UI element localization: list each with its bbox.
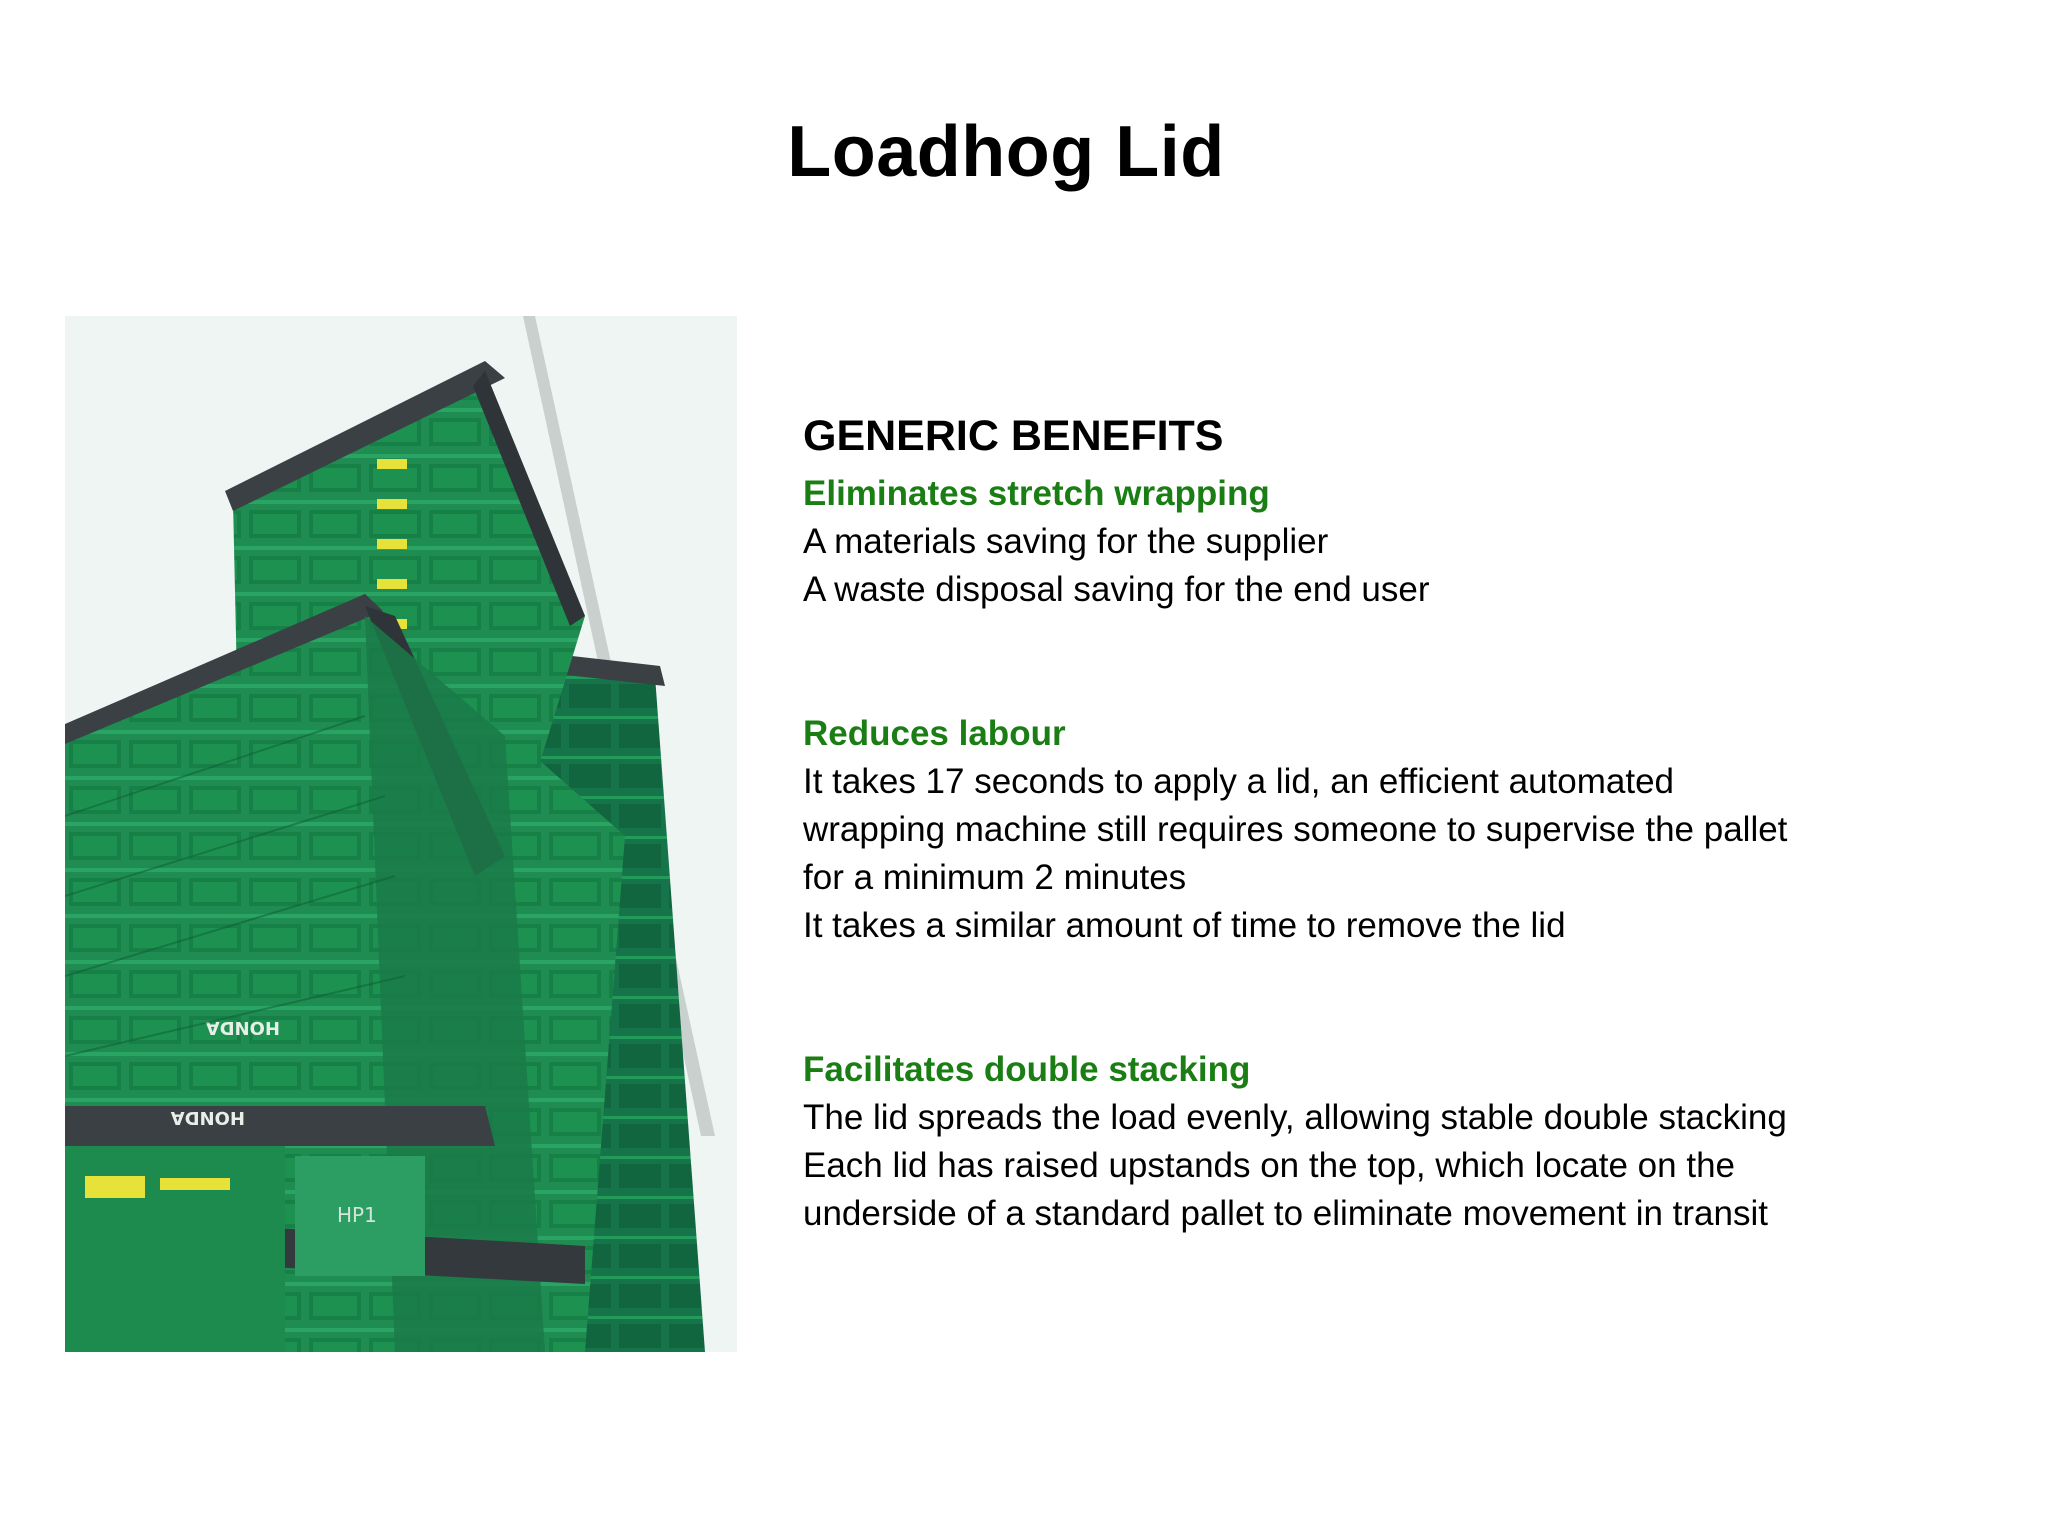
crates-photo bbox=[65, 316, 737, 1352]
slide-title: Loadhog Lid bbox=[787, 112, 1225, 192]
benefit-line: underside of a standard pallet to eliminate movement in transit bbox=[803, 1194, 1768, 1233]
benefit-line: A materials saving for the supplier bbox=[803, 522, 1329, 561]
benefit-eliminates-wrapping bbox=[803, 470, 1923, 614]
crate-marking-hp1: HP1 bbox=[337, 1203, 377, 1227]
benefit-line: Each lid has raised upstands on the top, which locate on the bbox=[803, 1146, 1735, 1185]
benefit-line: It takes 17 seconds to apply a lid, an efficient automated bbox=[803, 762, 1675, 801]
crate-marking-honda-2: HONDA bbox=[170, 1107, 245, 1128]
benefits-heading: GENERIC BENEFITS bbox=[803, 412, 1224, 460]
benefit-double-stacking bbox=[803, 1046, 1923, 1238]
benefit-title: Facilitates double stacking bbox=[803, 1050, 1251, 1089]
benefit-title: Reduces labour bbox=[803, 714, 1066, 753]
crates-photo-illustration bbox=[65, 316, 737, 1352]
benefit-line: The lid spreads the load evenly, allowing stable double stacking bbox=[803, 1098, 1787, 1137]
crate-marking-honda: HONDA bbox=[205, 1017, 280, 1038]
benefit-line: for a minimum 2 minutes bbox=[803, 858, 1187, 897]
benefit-line: A waste disposal saving for the end user bbox=[803, 570, 1430, 609]
benefit-title: Eliminates stretch wrapping bbox=[803, 474, 1270, 513]
benefit-line: It takes a similar amount of time to remove the lid bbox=[803, 906, 1566, 945]
benefit-reduces-labour bbox=[803, 710, 1923, 950]
benefits-panel bbox=[803, 404, 1923, 1238]
benefit-line: wrapping machine still requires someone to supervise the pallet bbox=[803, 810, 1788, 849]
